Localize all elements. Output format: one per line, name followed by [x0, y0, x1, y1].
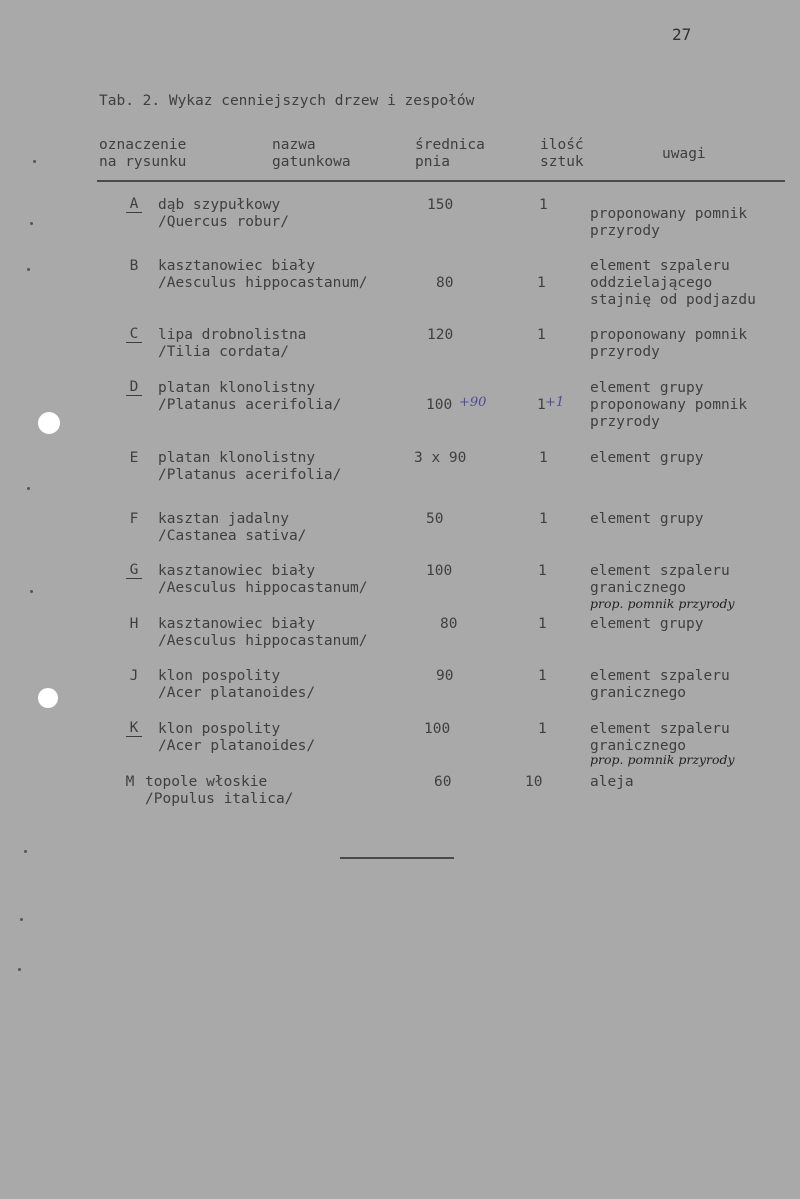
- header-name-line1: nazwa: [272, 137, 316, 153]
- tree-count: 1: [539, 197, 548, 213]
- row-label: E: [129, 450, 139, 466]
- remarks: [590, 380, 747, 431]
- remarks-line: oddzielającego: [590, 275, 713, 291]
- remarks-line: element szpaleru: [590, 258, 730, 274]
- punch-hole: [38, 688, 58, 708]
- tree-count: 1: [537, 327, 546, 343]
- remarks-line: przyrody: [590, 344, 660, 360]
- tree-count: 1: [537, 275, 546, 291]
- page-number: 27: [672, 25, 692, 44]
- remarks-line: granicznego: [590, 685, 687, 701]
- trunk-diameter: 80: [440, 616, 458, 632]
- row-label: H: [129, 616, 139, 632]
- remarks-line: przyrody: [590, 223, 660, 239]
- speck: [18, 968, 21, 971]
- remarks: [590, 721, 730, 755]
- handwritten-annotation: prop. pomnik przyrody: [590, 752, 735, 767]
- speck: [27, 487, 30, 490]
- remarks-line: element szpaleru: [590, 668, 730, 684]
- header-diameter-line2: pnia: [415, 154, 450, 170]
- species-name: dąb szypułkowy: [158, 197, 281, 213]
- tree-count: 1: [537, 397, 546, 413]
- diameter-handwritten-note: +90: [459, 395, 487, 410]
- speck: [27, 268, 30, 271]
- speck: [24, 850, 27, 853]
- latin-name: /Populus italica/: [145, 791, 294, 807]
- row-label: J: [129, 668, 139, 684]
- tree-count: 1: [538, 616, 547, 632]
- remarks-line: aleja: [590, 774, 634, 790]
- remarks-line: proponowany pomnik: [590, 327, 748, 343]
- species-name: lipa drobnolistna: [158, 327, 307, 343]
- trunk-diameter: 90: [436, 668, 454, 684]
- latin-name: /Acer platanoides/: [158, 685, 316, 701]
- header-count-line2: sztuk: [540, 154, 584, 170]
- remarks: [590, 563, 730, 597]
- remarks-line: element grupy: [590, 511, 704, 527]
- latin-name: /Aesculus hippocastanum/: [158, 275, 368, 291]
- species-name: topole włoskie: [145, 774, 268, 790]
- trunk-diameter: 3 x 90: [414, 450, 467, 466]
- species-name: platan klonolistny: [158, 380, 316, 396]
- tree-count: 1: [538, 668, 547, 684]
- header-count-line1: ilość: [540, 137, 584, 153]
- header-name-line2: gatunkowa: [272, 154, 351, 170]
- latin-name: /Castanea sativa/: [158, 528, 307, 544]
- latin-name: /Acer platanoides/: [158, 738, 316, 754]
- tree-count: 10: [525, 774, 543, 790]
- row-label: M: [125, 774, 135, 790]
- header-remarks: uwagi: [662, 146, 706, 162]
- remarks-line: stajnię od podjazdu: [590, 292, 756, 308]
- remarks: [590, 511, 704, 528]
- row-label: C: [126, 327, 142, 343]
- header-label-line2: na rysunku: [99, 154, 187, 170]
- row-label: K: [126, 721, 142, 737]
- speck: [30, 590, 33, 593]
- trunk-diameter: 80: [436, 275, 454, 291]
- header-label-line1: oznaczenie: [99, 137, 187, 153]
- remarks: [590, 668, 730, 702]
- latin-name: /Tilia cordata/: [158, 344, 289, 360]
- header-diameter-line1: średnica: [415, 137, 485, 153]
- latin-name: /Quercus robur/: [158, 214, 289, 230]
- remarks-line: granicznego: [590, 580, 687, 596]
- remarks: [590, 327, 747, 361]
- speck: [20, 918, 23, 921]
- remarks-line: granicznego: [590, 738, 687, 754]
- trunk-diameter: 100: [426, 563, 453, 579]
- remarks-line: element grupy: [590, 616, 704, 632]
- header-divider: [97, 180, 785, 182]
- trunk-diameter: 50: [426, 511, 444, 527]
- species-name: klon pospolity: [158, 668, 281, 684]
- tree-count: 1: [539, 511, 548, 527]
- remarks: [590, 616, 704, 633]
- trunk-diameter: 150: [427, 197, 454, 213]
- speck: [33, 160, 36, 163]
- latin-name: /Aesculus hippocastanum/: [158, 633, 368, 649]
- count-handwritten-note: +1: [545, 395, 565, 410]
- row-label: A: [126, 197, 142, 213]
- tree-count: 1: [538, 563, 547, 579]
- handwritten-annotation: prop. pomnik przyrody: [590, 596, 735, 611]
- remarks: [590, 206, 747, 240]
- species-name: kasztanowiec biały: [158, 616, 316, 632]
- table-title: Tab. 2. Wykaz cenniejszych drzew i zespołów: [99, 93, 475, 109]
- remarks-line: element szpaleru: [590, 563, 730, 579]
- species-name: kasztan jadalny: [158, 511, 289, 527]
- species-name: kasztanowiec biały: [158, 563, 316, 579]
- species-name: platan klonolistny: [158, 450, 316, 466]
- trunk-diameter: 120: [427, 327, 454, 343]
- remarks: [590, 258, 756, 309]
- trunk-diameter: 100: [424, 721, 451, 737]
- row-label: B: [129, 258, 139, 274]
- remarks-line: element szpaleru: [590, 721, 730, 737]
- latin-name: /Aesculus hippocastanum/: [158, 580, 368, 596]
- remarks: [590, 450, 704, 467]
- remarks-line: element grupy: [590, 380, 704, 396]
- remarks-line: proponowany pomnik: [590, 397, 748, 413]
- row-label: D: [126, 380, 142, 396]
- speck: [30, 222, 33, 225]
- tree-count: 1: [539, 450, 548, 466]
- latin-name: /Platanus acerifolia/: [158, 397, 342, 413]
- trunk-diameter: 60: [434, 774, 452, 790]
- remarks-line: przyrody: [590, 414, 660, 430]
- latin-name: /Platanus acerifolia/: [158, 467, 342, 483]
- remarks-line: element grupy: [590, 450, 704, 466]
- punch-hole: [38, 412, 60, 434]
- end-divider: [340, 857, 454, 859]
- row-label: G: [126, 563, 142, 579]
- trunk-diameter: 100: [426, 397, 453, 413]
- species-name: klon pospolity: [158, 721, 281, 737]
- species-name: kasztanowiec biały: [158, 258, 316, 274]
- tree-count: 1: [538, 721, 547, 737]
- row-label: F: [129, 511, 139, 527]
- remarks: [590, 774, 634, 791]
- remarks-line: proponowany pomnik: [590, 206, 748, 222]
